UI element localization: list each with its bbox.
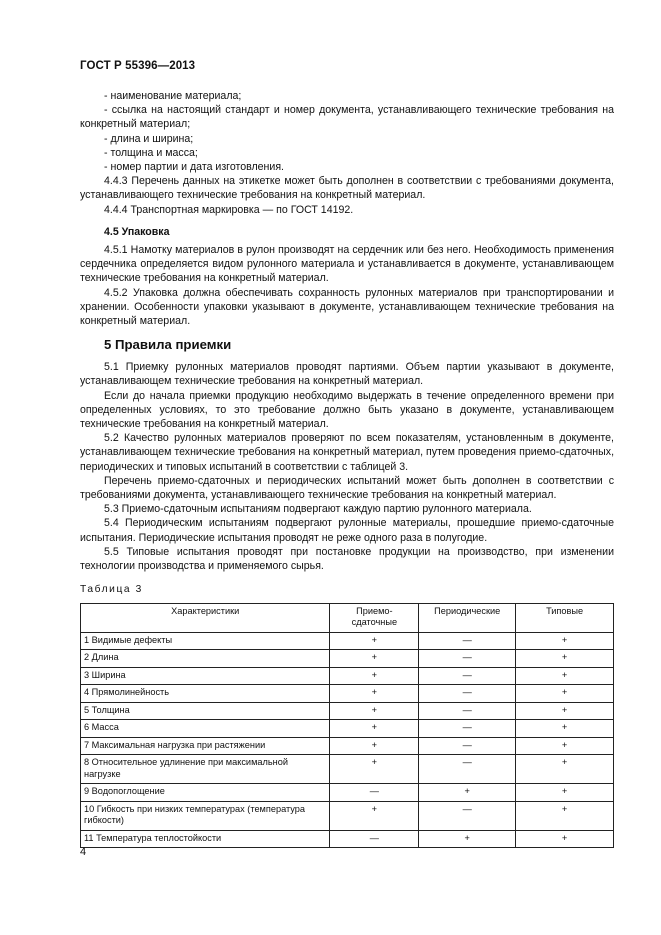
paragraph-4-4-4: 4.4.4 Транспортная маркировка — по ГОСТ 14192. xyxy=(104,203,354,216)
type-test-cell: + xyxy=(516,801,614,830)
paragraph-5-1-continued: Если до начала приемки продукцию необходимо выдержать в течение определенного времени при определенных условиях, то это требование должно быть указано в документе, устанавливающем технические требования на конкретный материал. xyxy=(80,389,614,431)
table-row xyxy=(81,702,614,720)
type-test-cell: + xyxy=(516,755,614,784)
periodic-cell: — xyxy=(419,667,516,685)
characteristic-cell: 2 Длина xyxy=(81,650,330,668)
acceptance-cell: + xyxy=(330,702,419,720)
document-id-header: ГОСТ Р 55396—2013 xyxy=(80,60,196,72)
table-row xyxy=(81,801,614,830)
periodic-cell: — xyxy=(419,650,516,668)
type-test-cell: + xyxy=(516,667,614,685)
characteristic-cell: 6 Масса xyxy=(81,720,330,738)
paragraph-5-2: 5.2 Качество рулонных материалов проверяют по всем показателям, установленным в документе, устанавливающем технические требования на конкретный материал, путем проведения приемо-сдаточных, периодических и типовых испытаний в соответствии с таблицей 3. xyxy=(80,432,615,473)
column-header: Периодические xyxy=(419,603,516,632)
acceptance-cell: + xyxy=(330,650,419,668)
characteristic-cell: 1 Видимые дефекты xyxy=(81,632,330,650)
periodic-cell: — xyxy=(419,702,516,720)
column-header: Характеристики xyxy=(81,603,330,632)
section-heading-4-5: 4.5 Упаковка xyxy=(104,225,170,238)
characteristic-cell: 5 Толщина xyxy=(81,702,330,720)
acceptance-cell: + xyxy=(330,801,419,830)
characteristic-cell: 8 Относительное удлинение при максимальной нагрузке xyxy=(81,755,330,784)
characteristic-cell: 11 Температура теплостойкости xyxy=(81,830,330,848)
table-row xyxy=(81,784,614,802)
acceptance-cell: — xyxy=(330,830,419,848)
table-row xyxy=(81,737,614,755)
acceptance-cell: + xyxy=(330,720,419,738)
table-row xyxy=(81,755,614,784)
table-row xyxy=(81,667,614,685)
periodic-cell: + xyxy=(419,784,516,802)
acceptance-cell: — xyxy=(330,784,419,802)
type-test-cell: + xyxy=(516,685,614,703)
column-header: Типовые xyxy=(516,603,614,632)
characteristic-cell: 4 Прямолинейность xyxy=(81,685,330,703)
type-test-cell: + xyxy=(516,830,614,848)
characteristic-cell: 9 Водопоглощение xyxy=(81,784,330,802)
section-heading-5: 5 Правила приемки xyxy=(104,337,232,353)
characteristic-cell: 3 Ширина xyxy=(81,667,330,685)
paragraph-5-4: 5.4 Периодическим испытаниям подвергают рулонные материалы, прошедшие приемо-сдаточные испытания. Периодические испытания проводят не реже одного раза в полугодие. xyxy=(80,517,614,544)
list-item: - номер партии и дата изготовления. xyxy=(104,161,285,174)
list-item: - наименование материала; xyxy=(104,90,242,102)
list-item: - толщина и масса; xyxy=(104,146,198,159)
list-item: - длина и ширина; xyxy=(104,132,194,145)
page-number: 4 xyxy=(80,846,87,858)
type-test-cell: + xyxy=(516,720,614,738)
type-test-cell: + xyxy=(516,737,614,755)
page-content xyxy=(80,89,614,848)
periodic-cell: — xyxy=(419,737,516,755)
characteristic-cell: 10 Гибкость при низких температурах (температура гибкости) xyxy=(81,801,330,830)
acceptance-tests-table xyxy=(80,603,614,849)
acceptance-cell: + xyxy=(330,685,419,703)
periodic-cell: — xyxy=(419,720,516,738)
acceptance-cell: + xyxy=(330,737,419,755)
paragraph-4-5-1: 4.5.1 Намотку материалов в рулон производят на сердечник или без него. Необходимость применения сердечника определяется видом рулонного материала и устанавливается в документе, устанавливающем технические требования на конкретный материал. xyxy=(80,244,614,285)
paragraph-5-1: 5.1 Приемку рулонных материалов проводят партиями. Объем партии указывают в документе, устанавливающем технические требования на конкретный материал. xyxy=(80,361,614,388)
paragraph-5-5: 5.5 Типовые испытания проводят при постановке продукции на производство, при изменении технологии производства и применяемого сырья. xyxy=(80,545,614,573)
periodic-cell: — xyxy=(419,755,516,784)
acceptance-cell: + xyxy=(330,755,419,784)
periodic-cell: — xyxy=(419,801,516,830)
column-header: Приемо-сдаточные xyxy=(330,603,419,632)
type-test-cell: + xyxy=(516,650,614,668)
paragraph-5-3: 5.3 Приемо-сдаточным испытаниям подвергают каждую партию рулонного материала. xyxy=(104,503,532,516)
periodic-cell: — xyxy=(419,685,516,703)
table-caption: Таблица 3 xyxy=(80,584,143,596)
characteristic-cell: 7 Максимальная нагрузка при растяжении xyxy=(81,737,330,755)
acceptance-cell: + xyxy=(330,632,419,650)
type-test-cell: + xyxy=(516,784,614,802)
periodic-cell: + xyxy=(419,830,516,848)
paragraph-4-5-2: 4.5.2 Упаковка должна обеспечивать сохранность рулонных материалов при транспортировании и хранении. Особенности упаковки указывают в документе, устанавливающем технические требования на конкретный материал. xyxy=(80,286,614,328)
paragraph-5-2-continued: Перечень приемо-сдаточных и периодических испытаний может быть дополнен в соответствии с требованиями документа, устанавливающего технические требования на конкретный материал. xyxy=(80,474,614,502)
table-row xyxy=(81,632,614,650)
table-row xyxy=(81,685,614,703)
table-row xyxy=(81,650,614,668)
acceptance-cell: + xyxy=(330,667,419,685)
type-test-cell: + xyxy=(516,632,614,650)
periodic-cell: — xyxy=(419,632,516,650)
table-header-row xyxy=(81,603,614,632)
list-item: - ссылка на настоящий стандарт и номер документа, устанавливающего технические требования на конкретный материал; xyxy=(80,104,614,131)
paragraph-4-4-3: 4.4.3 Перечень данных на этикетке может быть дополнен в соответствии с требованиями документа, устанавливающего технические требования на конкретный материал. xyxy=(80,175,614,202)
table-row xyxy=(81,830,614,848)
type-test-cell: + xyxy=(516,702,614,720)
table-row xyxy=(81,720,614,738)
